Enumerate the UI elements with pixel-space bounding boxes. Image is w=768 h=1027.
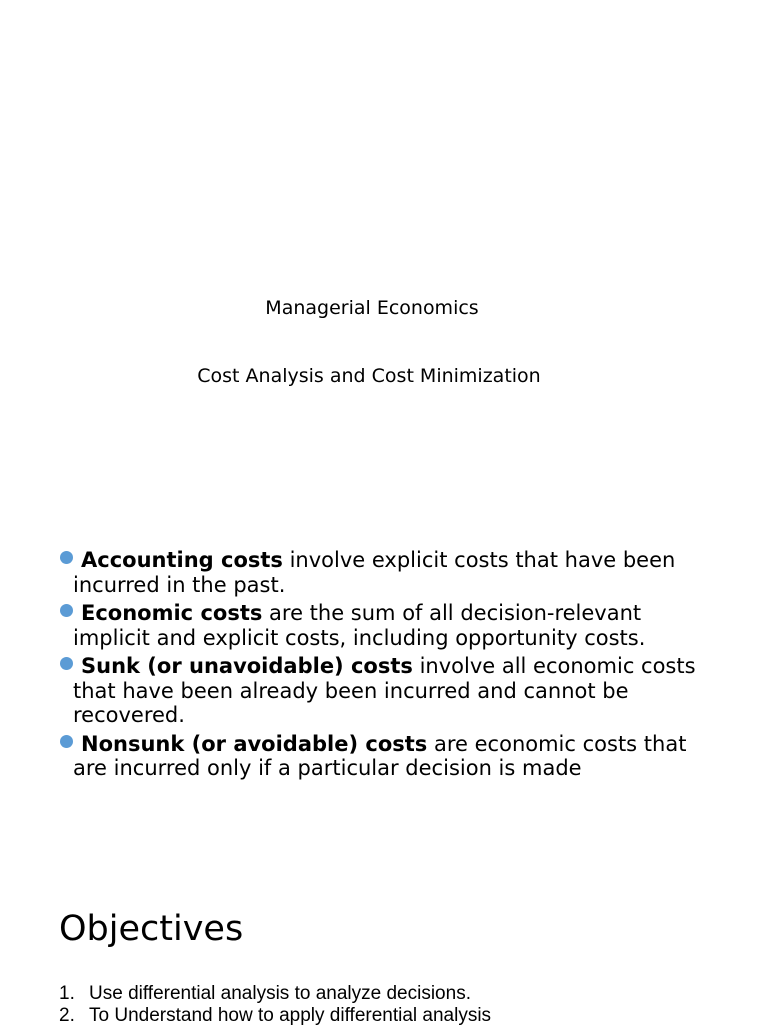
objective-number: 2. [59,1005,75,1026]
document-subtitle: Cost Analysis and Cost Minimization [197,365,541,387]
bullet-dot-icon [60,551,73,564]
bullet-definition: are the sum of all decision-relevant implicit and explicit costs, including opportunity costs. [73,601,646,650]
objective-number: 1. [59,983,75,1004]
objectives-heading: Objectives [59,909,244,949]
objective-text: Use differential analysis to analyze decisions. [89,983,471,1004]
bullet-term: Economic costs [81,601,263,625]
bullet-term: Nonsunk (or avoidable) costs [81,731,428,756]
bullet-definition: are economic costs that are incurred only if a particular decision is made [73,731,687,780]
bullet-dot-icon [60,604,73,617]
objective-item [59,983,491,1005]
bullet-term: Accounting costs [81,548,283,572]
bullet-economic-costs [58,601,708,650]
bullet-dot-icon [60,657,73,670]
bullet-dot-icon [60,735,73,748]
objectives-list [59,983,491,1027]
bullet-nonsunk-costs [58,732,708,781]
objective-text: To Understand how to apply differential analysis [89,1005,492,1026]
bullet-term: Sunk (or unavoidable) costs [81,654,413,678]
cost-definitions-list [58,548,708,785]
bullet-sunk-costs [58,654,708,728]
bullet-definition: involve all economic costs that have been already been incurred and cannot be recovered. [73,654,696,727]
bullet-accounting-costs [58,548,708,597]
bullet-definition: involve explicit costs that have been incurred in the past. [73,548,676,597]
document-title: Managerial Economics [265,297,479,319]
